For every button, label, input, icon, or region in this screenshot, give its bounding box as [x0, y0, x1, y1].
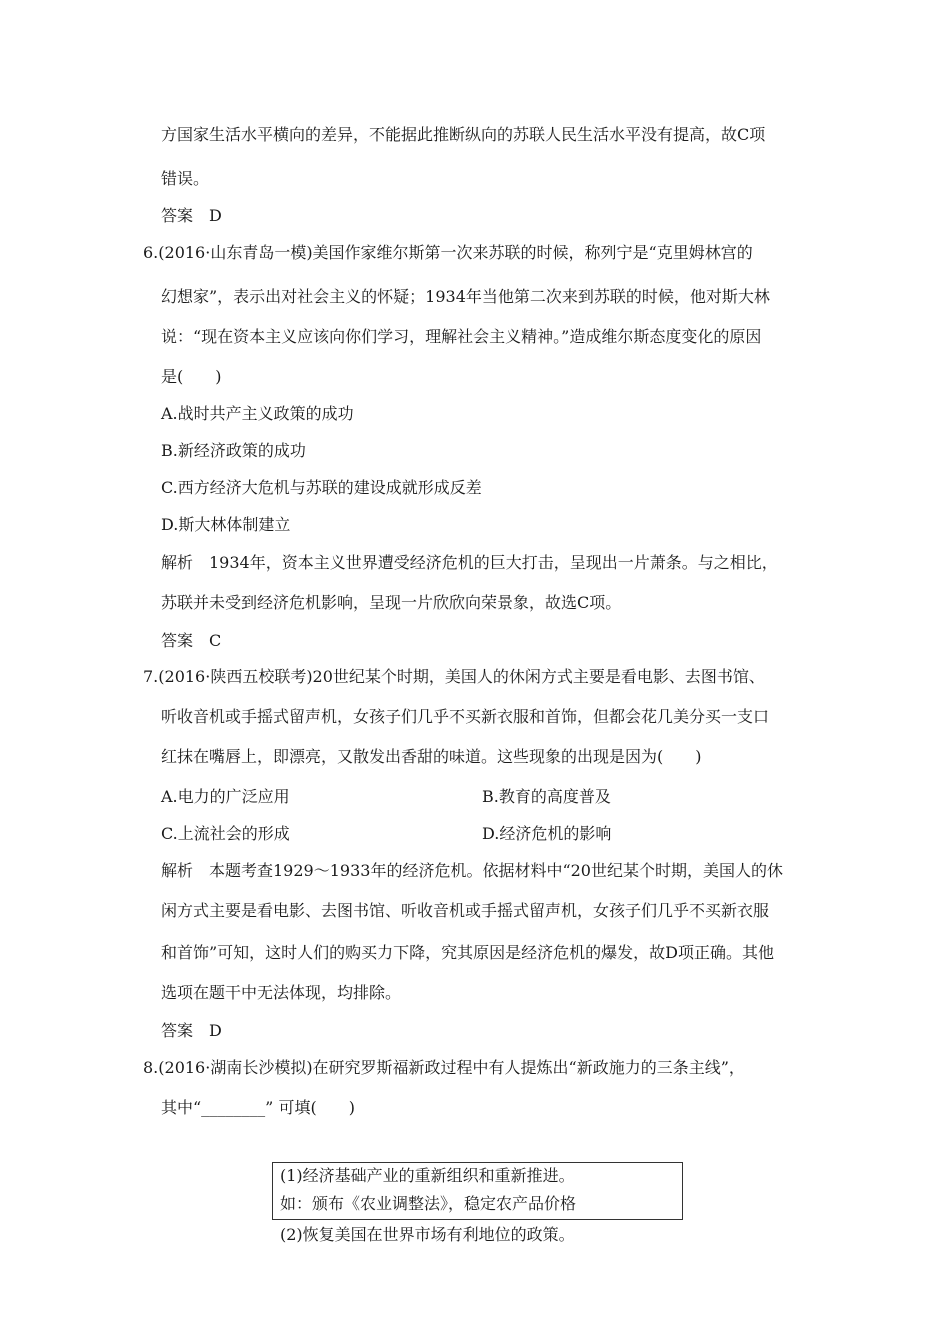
q6-analysis-line-2: 苏联并未受到经济危机影响，呈现一片欣欣向荣景象，故选C项。: [161, 593, 622, 612]
q7-option-c: C.上流社会的形成: [161, 824, 290, 843]
q8-stem-line-1: 8.(2016·湖南长沙模拟)在研究罗斯福新政过程中有人提炼出“新政施力的三条主线”，: [143, 1058, 745, 1077]
q7-analysis-line-4: 选项在题干中无法体现，均排除。: [161, 983, 402, 1002]
q8-stem-line-2: 其中“________” 可填( ): [161, 1098, 355, 1117]
q6-option-a: A.战时共产主义政策的成功: [161, 404, 354, 423]
q6-stem-line-1: 6.(2016·山东青岛一模)美国作家维尔斯第一次来苏联的时候，称列宁是“克里姆林宫的: [143, 243, 753, 262]
q6-analysis-line-1: 解析 1934年，资本主义世界遭受经济危机的巨大打击，呈现出一片萧条。与之相比，: [161, 553, 778, 572]
q6-answer: 答案 C: [161, 631, 222, 650]
prev-line-2: 错误。: [161, 169, 210, 188]
prev-answer: 答案 D: [161, 206, 222, 225]
q7-analysis-line-2: 闲方式主要是看电影、去图书馆、听收音机或手摇式留声机，女孩子们几乎不买新衣服: [161, 901, 770, 920]
q7-stem-line-3: 红抹在嘴唇上，即漂亮，又散发出香甜的味道。这些现象的出现是因为( ): [161, 747, 702, 766]
q6-stem-line-2: 幻想家”，表示出对社会主义的怀疑；1934年当他第二次来到苏联的时候，他对斯大林: [161, 287, 770, 306]
q6-option-c: C.西方经济大危机与苏联的建设成就形成反差: [161, 478, 482, 497]
q8-box-line-2: 如：颁布《农业调整法》，稳定农产品价格: [280, 1194, 577, 1213]
q6-option-b: B.新经济政策的成功: [161, 441, 306, 460]
q8-box-line-1: (1)经济基础产业的重新组织和重新推进。: [280, 1166, 575, 1185]
q7-stem-line-1: 7.(2016·陕西五校联考)20世纪某个时期，美国人的休闲方式主要是看电影、去图书馆、: [143, 667, 765, 686]
q7-option-b: B.教育的高度普及: [482, 787, 611, 806]
q7-answer: 答案 D: [161, 1021, 222, 1040]
q8-after-box-line: (2)恢复美国在世界市场有利地位的政策。: [280, 1225, 575, 1244]
q7-option-a: A.电力的广泛应用: [161, 787, 290, 806]
q6-stem-line-3: 说：“现在资本主义应该向你们学习，理解社会主义精神。”造成维尔斯态度变化的原因: [161, 327, 762, 346]
q6-stem-line-4: 是( ): [161, 367, 222, 386]
q7-analysis-line-1: 解析 本题考查1929～1933年的经济危机。依据材料中“20世纪某个时期，美国人的休: [161, 861, 783, 880]
q7-stem-line-2: 听收音机或手摇式留声机，女孩子们几乎不买新衣服和首饰，但都会花几美分买一支口: [161, 707, 770, 726]
q7-option-d: D.经济危机的影响: [482, 824, 612, 843]
q7-analysis-line-3: 和首饰”可知，这时人们的购买力下降，究其原因是经济危机的爆发，故D项正确。其他: [161, 943, 775, 962]
prev-line-1: 方国家生活水平横向的差异，不能据此推断纵向的苏联人民生活水平没有提高，故C项: [161, 125, 766, 144]
q6-option-d: D.斯大林体制建立: [161, 515, 291, 534]
